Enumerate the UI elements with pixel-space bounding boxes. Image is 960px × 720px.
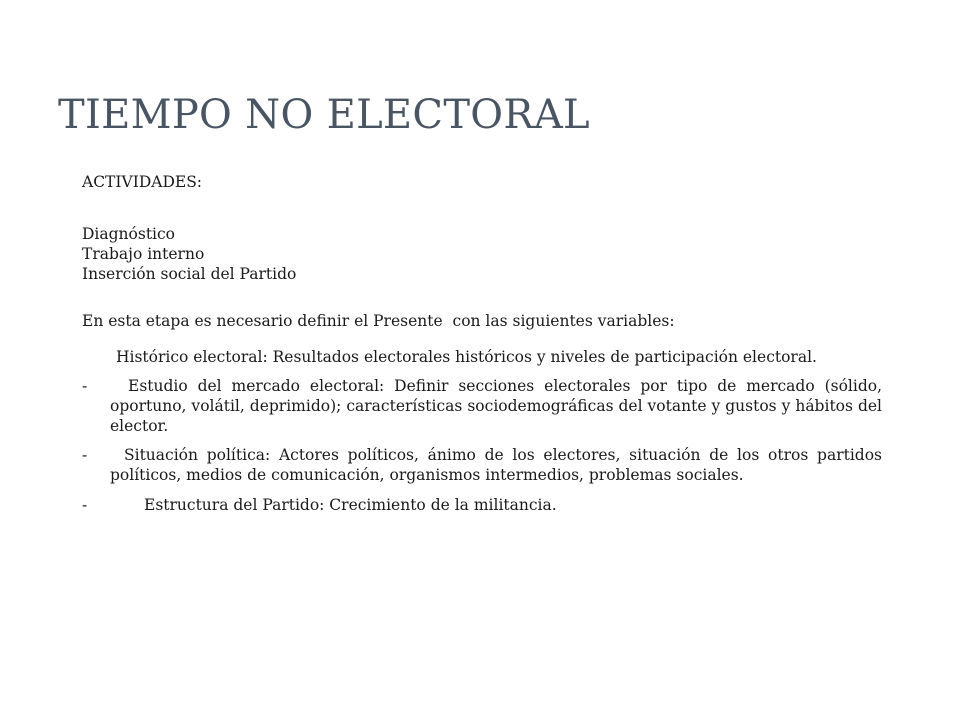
slide-content (82, 172, 882, 524)
variable-item (82, 347, 882, 367)
bullet-mark: - (82, 495, 88, 514)
variable-text: Histórico electoral: Resultados electorales históricos y niveles de participación electoral. (116, 347, 817, 366)
variable-item (82, 495, 882, 515)
spacer (82, 192, 882, 224)
bullet-mark: - (82, 446, 88, 465)
activity-item: Diagnóstico (82, 225, 176, 244)
variable-item (82, 376, 882, 436)
activity-item: Trabajo interno (82, 245, 205, 264)
slide-title: TIEMPO NO ELECTORAL (58, 92, 590, 138)
variable-text: Situación política: Actores políticos, ánimo de los electores, situación de los otros partidos políticos, medios de comunicación, organismos intermedios, problemas sociales. (110, 446, 882, 485)
variable-item (82, 445, 882, 485)
activities-heading: ACTIVIDADES: (82, 173, 203, 191)
variables-list (82, 347, 882, 515)
intro-text: En esta etapa es necesario definir el Presente con las siguientes variables: (82, 311, 675, 330)
activity-item: Inserción social del Partido (82, 265, 297, 284)
bullet-mark: - (82, 376, 88, 395)
spacer (82, 285, 882, 311)
variable-text: Estructura del Partido: Crecimiento de la militancia. (144, 495, 557, 514)
variable-text: Estudio del mercado electoral: Definir secciones electorales por tipo de mercado (sólido, oportuno, volátil, deprimido); características sociodemográficas del votante y gustos y hábitos del elector. (110, 376, 882, 436)
